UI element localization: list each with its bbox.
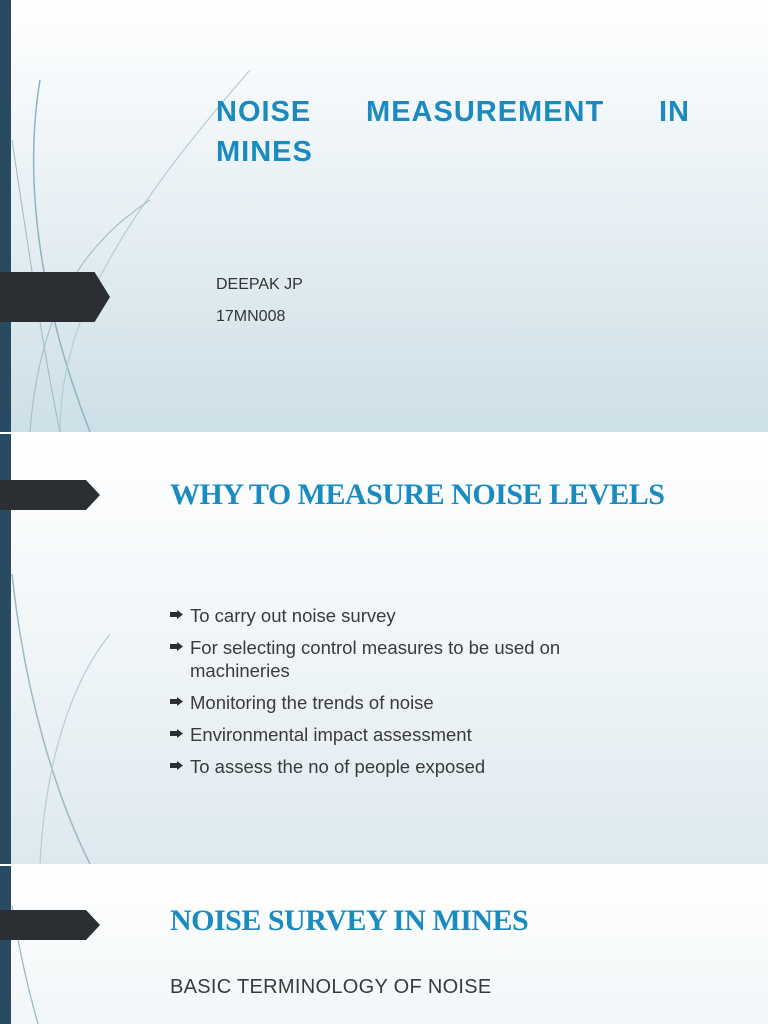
slide-title (0, 0, 768, 432)
author-name: DEEPAK JP (216, 276, 303, 293)
slide-heading: WHY TO MEASURE NOISE LEVELS (170, 478, 665, 511)
arrow-bullet-icon (170, 642, 183, 651)
arrow-bullet-icon (170, 761, 183, 770)
decorative-curves (0, 0, 768, 432)
arrow-bullet-icon (170, 729, 183, 738)
slide-noise-survey (0, 866, 768, 1024)
slide-heading: NOISE SURVEY IN MINES (170, 904, 529, 937)
slide-why-measure (0, 434, 768, 864)
list-item: Monitoring the trends of noise (170, 691, 650, 714)
slide-subheading: BASIC TERMINOLOGY OF NOISE (170, 976, 492, 998)
list-item: To carry out noise survey (170, 604, 650, 627)
slide-tab-marker (0, 480, 100, 510)
page-title: NOISE MEASUREMENT IN MINES (216, 96, 690, 168)
roll-number: 17MN008 (216, 308, 286, 325)
list-item: Environmental impact assessment (170, 723, 650, 746)
bullet-list (170, 604, 650, 787)
slide-tab-marker (0, 910, 100, 940)
list-item: For selecting control measures to be used on machineries (170, 636, 650, 682)
decorative-curves (0, 866, 768, 1024)
slide-tab-marker (0, 272, 110, 322)
arrow-bullet-icon (170, 610, 183, 619)
list-item: To assess the no of people exposed (170, 755, 650, 778)
arrow-bullet-icon (170, 697, 183, 706)
